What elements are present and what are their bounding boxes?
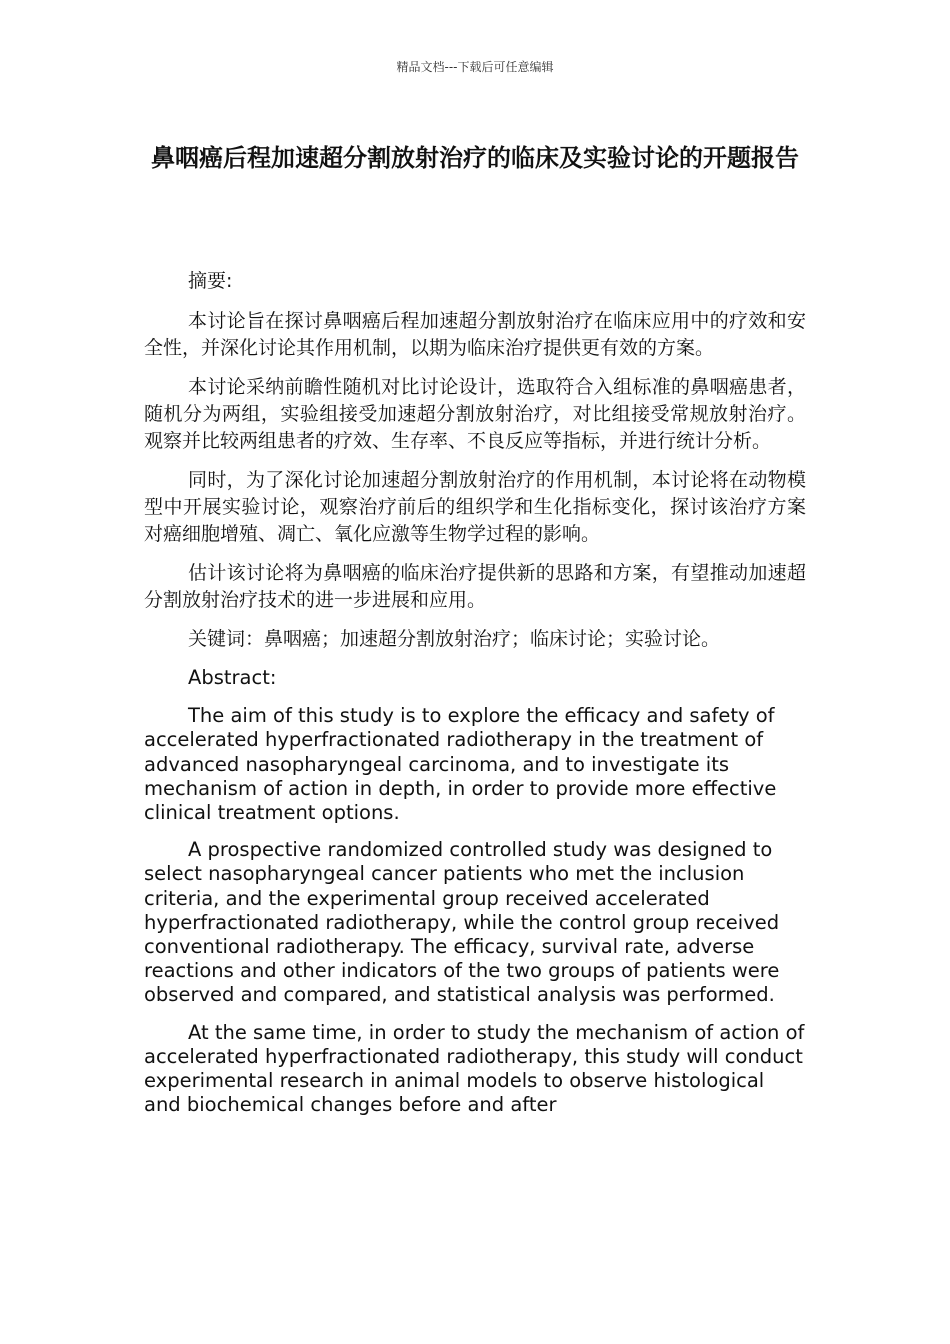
- paragraph-zh-3: 同时，为了深化讨论加速超分割放射治疗的作用机制，本讨论将在动物模型中开展实验讨论，观察治疗前后的组织学和生化指标变化，探讨该治疗方案对癌细胞增殖、凋亡、氧化应激等生物学过程的影响。: [144, 469, 806, 545]
- paragraph-zh-4: 估计该讨论将为鼻咽癌的临床治疗提供新的思路和方案，有望推动加速超分割放射治疗技术的进一步进展和应用。: [144, 562, 806, 611]
- paragraph-en-2: A prospective randomized controlled study was designed to select nasopharyngeal cancer patients who met the inclusion criteria, and the experimental group received accelerated hyperfractionated radiotherapy, while the control group received conventional radiotherapy. The efficacy, survival rate, adverse reactions and other indicators of the two groups of patients were observed and compared, and statistical analysis was performed.: [144, 838, 780, 1007]
- abstract-label-zh: 摘要:: [188, 270, 233, 292]
- paragraph-en-3: At the same time, in order to study the mechanism of action of accelerated hyperfractionated radiotherapy, this study will conduct experimental research in animal models to observe histological and biochemical changes before and after: [144, 1020, 805, 1117]
- keywords-zh: 关键词：鼻咽癌；加速超分割放射治疗；临床讨论；实验讨论。: [188, 628, 721, 650]
- document-body: [144, 268, 806, 1130]
- header-note: 精品文档---下载后可任意编辑: [396, 60, 554, 74]
- paragraph-zh-2: 本讨论采纳前瞻性随机对比讨论设计，选取符合入组标准的鼻咽癌患者，随机分为两组，实验组接受加速超分割放射治疗，对比组接受常规放射治疗。观察并比较两组患者的疗效、生存率、不良反应等指标，并进行统计分析。: [144, 376, 806, 452]
- paragraph-en-1: The aim of this study is to explore the efficacy and safety of accelerated hyperfractionated radiotherapy in the treatment of advanced nasopharyngeal carcinoma, and to investigate its mechanism of action in depth, in order to provide more effective clinical treatment options.: [144, 704, 777, 825]
- abstract-label-en: Abstract:: [188, 666, 277, 689]
- paragraph-zh-1: 本讨论旨在探讨鼻咽癌后程加速超分割放射治疗在临床应用中的疗效和安全性，并深化讨论其作用机制，以期为临床治疗提供更有效的方案。: [144, 310, 806, 359]
- document-title: 鼻咽癌后程加速超分割放射治疗的临床及实验讨论的开题报告: [151, 144, 799, 172]
